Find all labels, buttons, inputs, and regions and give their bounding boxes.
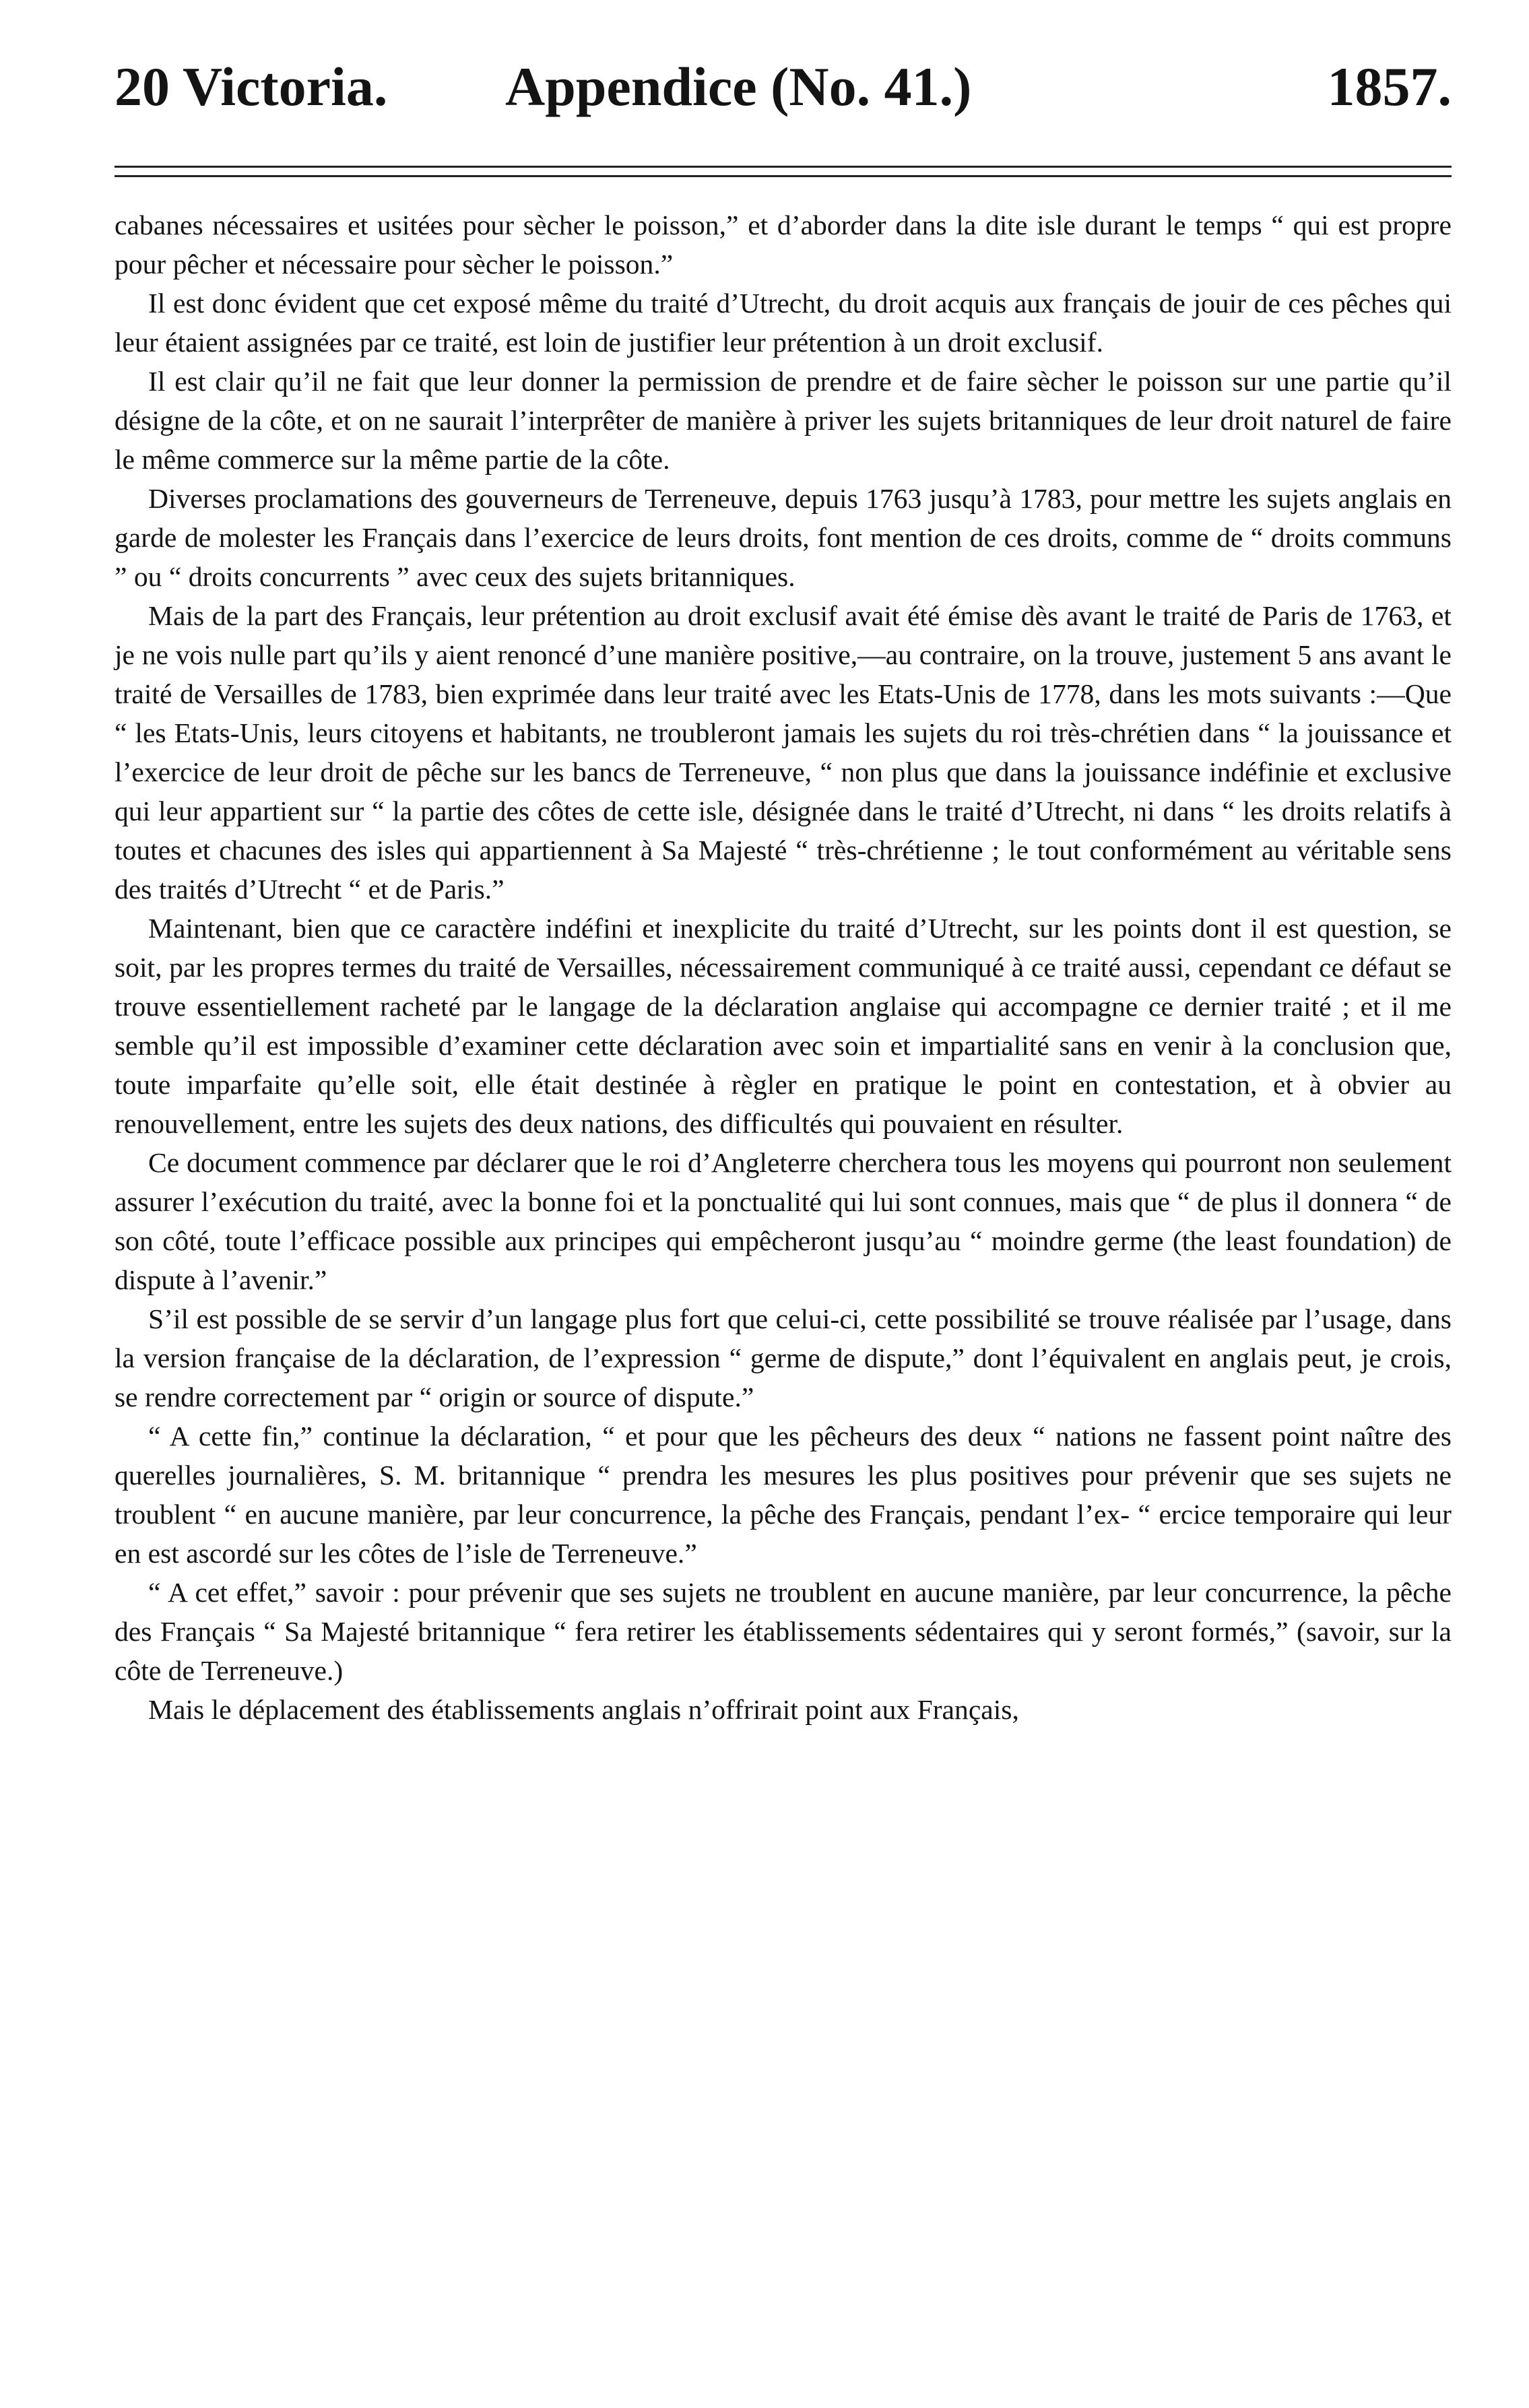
- header-rule-bottom: [115, 175, 1452, 177]
- body-text: [115, 205, 1452, 1729]
- document-page: [115, 40, 1452, 1725]
- paragraph-10: “ A cet effet,” savoir : pour prévenir que ses sujets ne troublent en aucune manière, par leur concurrence, la pêche des Français “ Sa Majesté britannique “ fera retirer les établissements sédentaires qui y seront formés,” (savoir, sur la côte de Terreneuve.): [115, 1577, 1452, 1686]
- paragraph-11: Mais le déplacement des établissements anglais n’offrirait point aux Français,: [148, 1694, 1019, 1725]
- paragraph-2: Il est donc évident que cet exposé même du traité d’Utrecht, du droit acquis aux français de jouir de ces pêches qui leur étaient assignées par ce traité, est loin de justifier leur prétention à un droit exclusif.: [115, 288, 1452, 358]
- paragraph-7: Ce document commence par déclarer que le roi d’Angleterre cherchera tous les moyens qui pourront non seulement assurer l’exécution du traité, avec la bonne foi et la ponctualité qui lui sont connues, mais que “ de plus il donnera “ de son côté, toute l’efficace possible aux principes qui empêcheront jusqu’au “ moindre germe (the least foundation) de dispute à l’avenir.”: [115, 1147, 1452, 1295]
- header-session: 20 Victoria.: [115, 56, 388, 117]
- paragraph-8: S’il est possible de se servir d’un langage plus fort que celui-ci, cette possibilité se trouve réalisée par l’usage, dans la version française de la déclaration, de l’expression “ germe de dispute,” dont l’équivalent en anglais peut, je crois, se rendre correctement par “ origin or source of dispute.”: [115, 1303, 1452, 1412]
- paragraph-3: Il est clair qu’il ne fait que leur donner la permission de prendre et de faire sècher le poisson sur une partie qu’il désigne de la côte, et on ne saurait l’interprêter de manière à priver les sujets britanniques de leur droit naturel de faire le même commerce sur la même partie de la côte.: [115, 366, 1452, 475]
- paragraph-1: cabanes nécessaires et usitées pour sècher le poisson,” et d’aborder dans la dite isle durant le temps “ qui est propre pour pêcher et nécessaire pour sècher le poisson.”: [115, 209, 1452, 280]
- paragraph-9: “ A cette fin,” continue la déclaration, “ et pour que les pêcheurs des deux “ nations ne fassent point naître des querelles journalières, S. M. britannique “ prendra les mesures les plus positives pour prévenir que ses sujets ne troublent “ en aucune manière, par leur concurrence, la pêche des Français, pendant l’ex- “ ercice temporaire qui leur en est ascordé sur les côtes de l’isle de Terreneuve.”: [115, 1421, 1452, 1569]
- running-header: [115, 40, 1452, 141]
- paragraph-5: Mais de la part des Français, leur prétention au droit exclusif avait été émise dès avant le traité de Paris de 1763, et je ne vois nulle part qu’ils y aient renoncé d’une manière positive,—au contraire, on la trouve, justement 5 ans avant le traité de Versailles de 1783, bien exprimée dans leur traité avec les Etats-Unis de 1778, dans les mots suivants :—Que “ les Etats-Unis, leurs citoyens et habitants, ne troubleront jamais les sujets du roi très-chrétien dans “ la jouissance et l’exercice de leur droit de pêche sur les bancs de Terreneuve, “ non plus que dans la jouissance indéfinie et exclusive qui leur appartient sur “ la partie des côtes de cette isle, désignée dans le traité d’Utrecht, ni dans “ les droits relatifs à toutes et chacunes des isles qui appartiennent à Sa Majesté “ très-chrétienne ; le tout conformément au véritable sens des traités d’Utrecht “ et de Paris.”: [115, 600, 1452, 905]
- header-rule-top: [115, 166, 1452, 168]
- header-year: 1857.: [1327, 56, 1452, 117]
- header-title: Appendice (No. 41.): [505, 56, 972, 117]
- paragraph-6: Maintenant, bien que ce caractère indéfini et inexplicite du traité d’Utrecht, sur les points dont il est question, se soit, par les propres termes du traité de Versailles, nécessairement communiqué à ce traité aussi, cependant ce défaut se trouve essentiellement racheté par le langage de la déclaration anglaise qui accompagne ce dernier traité ; et il me semble qu’il est impossible d’examiner cette déclaration avec soin et impartialité sans en venir à la conclusion que, toute imparfaite qu’elle soit, elle était destinée à règler en pratique le point en contestation, et à obvier au renouvellement, entre les sujets des deux nations, des difficultés qui pouvaient en résulter.: [115, 913, 1452, 1139]
- paragraph-4: Diverses proclamations des gouverneurs de Terreneuve, depuis 1763 jusqu’à 1783, pour mettre les sujets anglais en garde de molester les Français dans l’exercice de leurs droits, font mention de ces droits, comme de “ droits communs ” ou “ droits concurrents ” avec ceux des sujets britanniques.: [115, 483, 1452, 592]
